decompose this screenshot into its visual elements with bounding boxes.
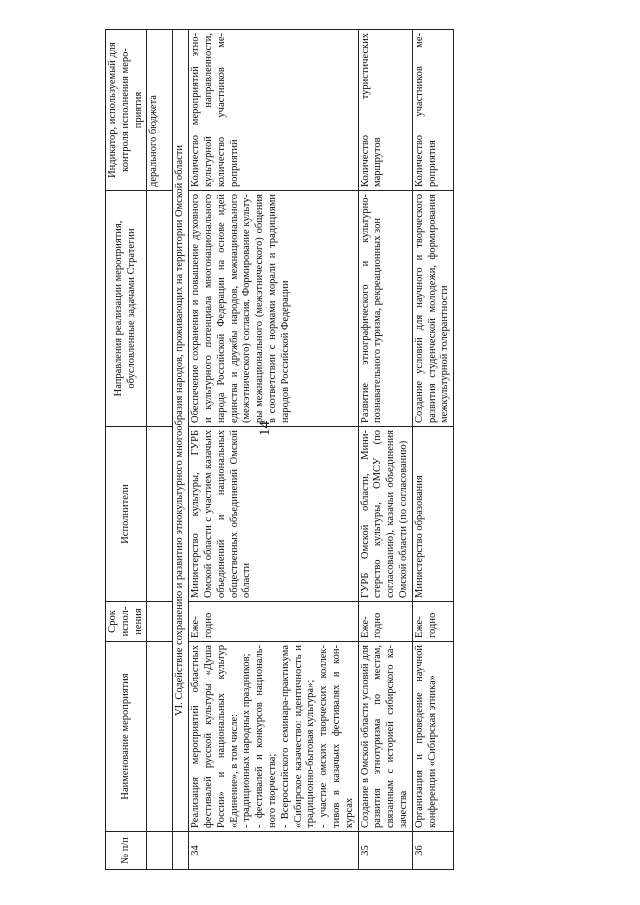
section-title: VI. Содействие сохранению и развитию этнокультурного многообразия народов, проживающих на территории Омской области (173, 30, 189, 832)
section-row (173, 30, 189, 870)
row-indicator: Количество туристических маршрутов (358, 30, 412, 191)
header-row (106, 30, 147, 870)
row-name-line: Создание в Омской области условий для развития этнотуризма по местам, связанным с историей сибирского казачества (359, 645, 409, 828)
carry-over-row (147, 30, 173, 870)
carry-directions (147, 191, 173, 427)
row-directions: Обеспечение сохранения и повышение духовного и культурного потенциала многонационального народа Российской Федерации на основе идей единства и дружбы народов, межнационального (межэтнического) согласия. Формирование культуры межнационального (межэтнического) общения в соответствии с нормами морали и традициями народов Российской Федерации (189, 191, 358, 427)
carry-term (147, 602, 173, 642)
row-name-line: Реализация мероприятий областных фестивалей русской культуры «Душа России» и национальных культур «Единение», в том числе: (190, 645, 240, 828)
header-term: Срок исполнения (106, 602, 147, 642)
header-directions: Направления реализации мероприятия, обусловленные задачами Стратегии (106, 191, 147, 427)
row-num: 35 (358, 832, 412, 870)
rotated-page-content (105, 30, 620, 870)
carry-num (147, 832, 173, 870)
page-number: 14 (257, 421, 273, 436)
row-name-line: - Всероссийского семинара-практикума «Сибирское казачество: идентичность и традиционно-бытовая культура»; (279, 645, 317, 828)
header-num: № п/п (106, 832, 147, 870)
row-name-line: - фестивалей и конкурсов национального творчества; (254, 645, 278, 828)
row-indicator: Количество мероприятий этнокультурной направленности, количество участников мероприятий (189, 30, 358, 191)
row-term: Ежегодно (412, 602, 453, 642)
row-num: 36 (412, 832, 453, 870)
row-name-line: Организация и проведение научной конференции «Сибирская этника» (413, 645, 438, 828)
table-row (358, 30, 412, 870)
header-indicator: Индикатор, используемый для контроля исполнения мероприятия (106, 30, 147, 191)
header-name: Наименование мероприятия (106, 642, 147, 832)
row-name (358, 642, 412, 832)
table-row (189, 30, 358, 870)
row-term: Ежегодно (358, 602, 412, 642)
header-executors: Исполнители (106, 427, 147, 602)
row-num: 34 (189, 832, 358, 870)
carry-indicator: дерального бюджета (147, 30, 173, 191)
table-row (412, 30, 453, 870)
row-directions: Развитие этнографического и культурно-познавательного туризма, рекреационных зон (358, 191, 412, 427)
row-executors: ГУРБ Омской области, Министерство культуры, ОМСУ (по согласованию), казачьи объединения Омской области (по согласованию) (358, 427, 412, 602)
row-name-line: - участие омских творческих коллективов в казачьих фестивалях и конкурсах (318, 645, 355, 828)
row-directions: Создание условий для научного и творческого развития студенческой молодежи, формирования межкультурной толерантности (412, 191, 453, 427)
row-executors: Министерство культуры, ГУРБ Омской области с участием казачьих объединений и национальных общественных объединений Омской области (189, 427, 358, 602)
row-name-line: - традиционных народных праздников; (241, 653, 253, 828)
row-indicator: Количество участников мероприятия (412, 30, 453, 191)
row-executors: Министерство образования (412, 427, 453, 602)
measures-table (105, 29, 454, 870)
row-name (189, 642, 358, 832)
carry-name (147, 642, 173, 832)
row-term: Ежегодно (189, 602, 358, 642)
row-name (412, 642, 453, 832)
carry-executors (147, 427, 173, 602)
